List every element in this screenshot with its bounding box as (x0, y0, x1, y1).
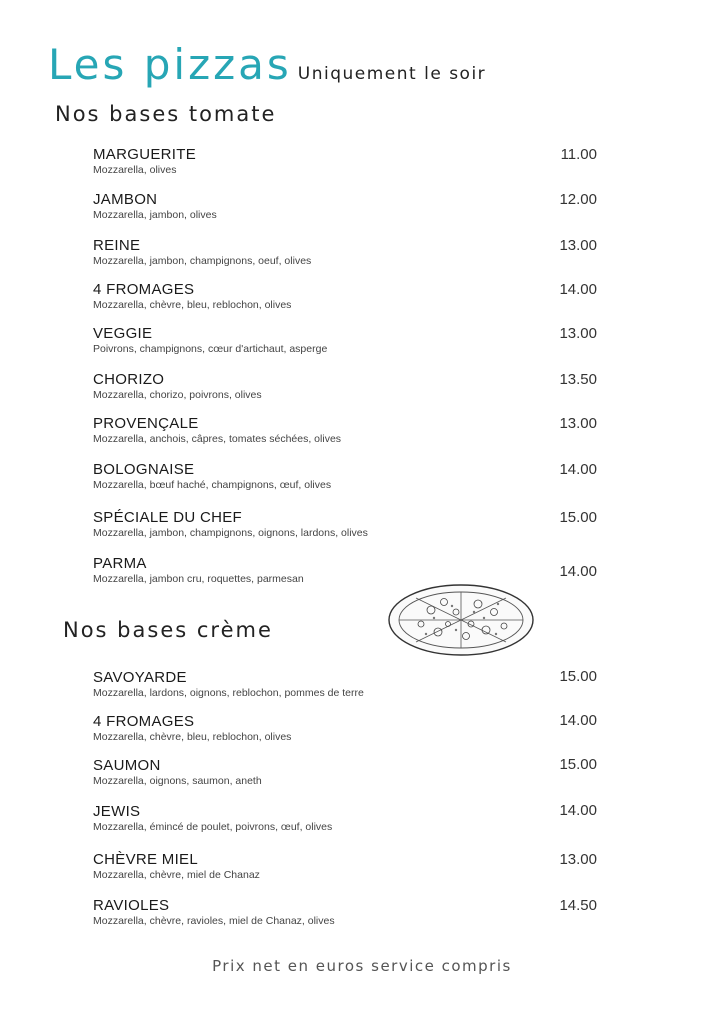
menu-item (93, 281, 597, 312)
menu-item-price: 13.00 (559, 415, 597, 432)
menu-item (93, 191, 597, 222)
menu-item-price: 14.00 (559, 281, 597, 298)
menu-item (93, 415, 597, 446)
menu-item-description: Mozzarella, jambon, olives (93, 209, 217, 221)
menu-item-price: 15.00 (559, 756, 597, 773)
menu-item (93, 509, 597, 540)
menu-item-name: BOLOGNAISE (93, 461, 195, 478)
menu-item-name: SPÉCIALE DU CHEF (93, 509, 242, 526)
menu-item-description: Mozzarella, jambon, champignons, oignons, lardons, olives (93, 527, 368, 539)
menu-item-description: Mozzarella, chorizo, poivrons, olives (93, 389, 262, 401)
menu-item-price: 13.50 (559, 371, 597, 388)
menu-item (93, 669, 597, 700)
menu-item-price: 14.00 (559, 563, 597, 580)
menu-header (48, 40, 486, 89)
menu-item-name: CHÈVRE MIEL (93, 851, 198, 868)
page-title: Les pizzas (48, 40, 292, 89)
menu-item (93, 371, 597, 402)
menu-item-name: JEWIS (93, 803, 141, 820)
menu-item-description: Mozzarella, émincé de poulet, poivrons, œuf, olives (93, 821, 333, 833)
menu-item-name: 4 FROMAGES (93, 713, 195, 730)
menu-item-description: Mozzarella, oignons, saumon, aneth (93, 775, 262, 787)
menu-item-name: PARMA (93, 555, 147, 572)
menu-item (93, 237, 597, 268)
menu-item-name: SAVOYARDE (93, 669, 187, 686)
menu-item (93, 461, 597, 492)
menu-item-name: SAUMON (93, 757, 161, 774)
menu-item-description: Mozzarella, olives (93, 164, 177, 176)
menu-item-name: REINE (93, 237, 141, 254)
menu-item-price: 14.00 (559, 802, 597, 819)
menu-item-price: 14.00 (559, 712, 597, 729)
menu-item-name: MARGUERITE (93, 146, 197, 163)
pizza-sketch-icon (386, 582, 536, 658)
menu-item-price: 14.00 (559, 461, 597, 478)
menu-item-price: 13.00 (559, 237, 597, 254)
menu-item-price: 15.00 (559, 509, 597, 526)
menu-item-description: Mozzarella, jambon cru, roquettes, parmesan (93, 573, 304, 585)
footer-note: Prix net en euros service compris (212, 957, 512, 975)
menu-item-name: 4 FROMAGES (93, 281, 195, 298)
menu-item (93, 713, 597, 744)
section-title-creme: Nos bases crème (63, 618, 273, 642)
menu-item-description: Mozzarella, lardons, oignons, reblochon, pommes de terre (93, 687, 364, 699)
menu-item-description: Mozzarella, anchois, câpres, tomates séchées, olives (93, 433, 342, 445)
menu-item-price: 12.00 (559, 191, 597, 208)
menu-item-price: 14.50 (559, 897, 597, 914)
menu-item (93, 325, 597, 356)
menu-item-description: Mozzarella, chèvre, ravioles, miel de Chanaz, olives (93, 915, 335, 927)
menu-item (93, 146, 597, 177)
menu-item-price: 11.00 (560, 146, 597, 163)
menu-item-description: Mozzarella, chèvre, miel de Chanaz (93, 869, 260, 881)
menu-item-price: 13.00 (559, 851, 597, 868)
menu-item-name: CHORIZO (93, 371, 165, 388)
menu-item-description: Mozzarella, chèvre, bleu, reblochon, olives (93, 299, 292, 311)
menu-item-description: Mozzarella, jambon, champignons, oeuf, olives (93, 255, 312, 267)
menu-item-name: PROVENÇALE (93, 415, 199, 432)
menu-item (93, 897, 597, 928)
menu-item (93, 757, 597, 788)
menu-item (93, 851, 597, 882)
menu-item-name: VEGGIE (93, 325, 153, 342)
menu-item-description: Mozzarella, chèvre, bleu, reblochon, olives (93, 731, 292, 743)
menu-item-price: 15.00 (559, 668, 597, 685)
menu-item (93, 803, 597, 834)
page-subtitle: Uniquement le soir (297, 64, 487, 84)
menu-item-name: RAVIOLES (93, 897, 170, 914)
section-title-tomate: Nos bases tomate (55, 102, 277, 126)
menu-item-price: 13.00 (559, 325, 597, 342)
menu-item-description: Mozzarella, bœuf haché, champignons, œuf, olives (93, 479, 332, 491)
menu-item-name: JAMBON (93, 191, 158, 208)
menu-item-description: Poivrons, champignons, cœur d'artichaut, asperge (93, 343, 328, 355)
